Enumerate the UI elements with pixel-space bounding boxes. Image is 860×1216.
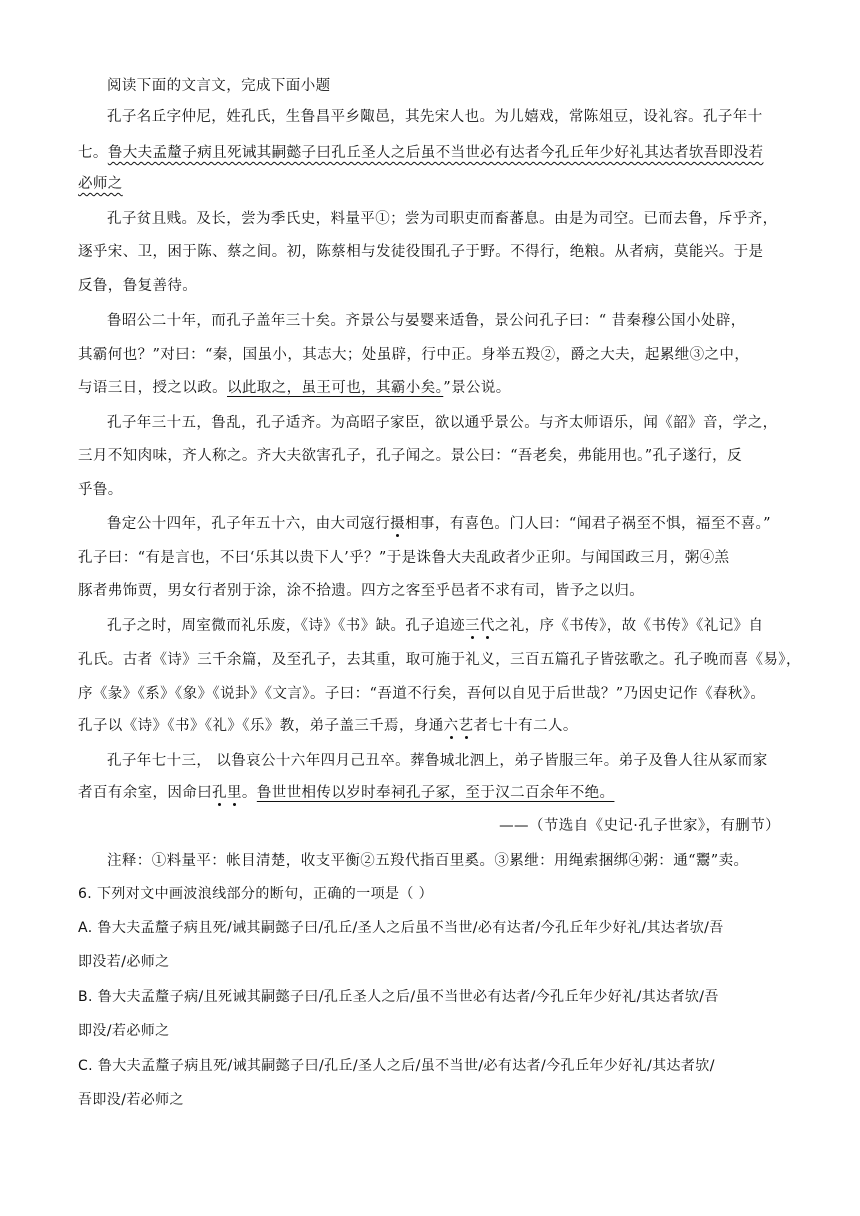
option-text: 即没/若必师之 bbox=[78, 1023, 170, 1039]
text-line: 孔氏。古者《诗》三千余篇，及至孔子，去其重，取可施于礼义，三百五篇孔子皆弦歌之。孔子晚而喜《易》， bbox=[78, 652, 801, 668]
text-span: 鲁定公十四年，孔子年五十六，由大司寇行 bbox=[107, 516, 391, 532]
option-text: 吾即没/若必师之 bbox=[78, 1092, 184, 1108]
text-line: 乎鲁。 bbox=[78, 482, 123, 498]
text-span: 孔子之时，周室微而礼乐废，《诗》《书》缺。孔子追迹 bbox=[107, 618, 465, 634]
option-text: A. 鲁大夫孟釐子病且死/诫其嗣懿子曰/孔丘/圣人之后虽不当世/必有达者/今孔丘年少好礼/其达者欤/吾 bbox=[78, 920, 724, 936]
source-citation: ——（节选自《史记·孔子世家》，有删节） bbox=[499, 818, 780, 834]
text-span: 相事，有喜色。门人曰：“闻君子祸至不惧，福至不喜。” bbox=[405, 516, 771, 532]
text-span: 。 bbox=[241, 785, 257, 801]
text-line: 逐乎宋、卫，困于陈、蔡之间。初，陈蔡相与发徒役围孔子于野。不得行，绝粮。从者病，莫能兴。于是 bbox=[78, 244, 764, 260]
text-line bbox=[78, 143, 763, 163]
text-span: 之礼，序《书传》，故《书传》《礼记》自 bbox=[494, 618, 764, 634]
emphasis-dot-char: 孔 bbox=[212, 785, 228, 801]
emphasis-dot-char: 里 bbox=[227, 785, 242, 801]
text-span: ”景公说。 bbox=[443, 380, 511, 396]
option-text: C. 鲁大夫孟釐子病且死/诫其嗣懿子曰/孔丘/圣人之后/虽不当世/必有达者/今孔丘年少好礼/其达者欤/ bbox=[78, 1058, 715, 1074]
emphasis-dot-char: 三 bbox=[465, 618, 480, 634]
wavy-underlined-text: 必师之 bbox=[78, 176, 123, 192]
text-line: 鲁昭公二十年，而孔子盖年三十矣。齐景公与晏婴来适鲁，景公问孔子曰：“ 昔秦穆公国小处辟， bbox=[107, 313, 746, 329]
underlined-text: 鲁世世相传以岁时奉祠孔子冢，至于汉二百余年不绝。 bbox=[256, 785, 615, 801]
text-span: 者百有余室，因命曰 bbox=[78, 785, 213, 801]
text-span: 孔子以《诗》《书》《礼》《乐》教，弟子盖三千焉，身通 bbox=[78, 718, 444, 734]
underlined-text: 以此取之，虽王可也，其霸小矣。 bbox=[227, 380, 444, 396]
text-line: 孔子曰：“有是言也，不曰‘乐其以贵下人’乎？”于是诛鲁大夫乱政者少正卯。与闻国政三月，粥④羔 bbox=[78, 550, 730, 566]
option-text: B. 鲁大夫孟釐子病/且死诫其嗣懿子曰/孔丘圣人之后/虽不当世必有达者/今孔丘年少好礼/其达者欤/吾 bbox=[78, 989, 719, 1005]
text-line: 孔子年七十三， 以鲁哀公十六年四月己丑卒。葬鲁城北泗上，弟子皆服三年。弟子及鲁人往从冢而家 bbox=[107, 753, 768, 769]
wavy-underlined-text: 鲁大夫孟釐子病且死诫其嗣懿子曰孔丘圣人之后虽不当世必有达者今孔丘年少好礼其达者欤吾即没若 bbox=[107, 145, 764, 161]
text-span: 七。 bbox=[78, 145, 108, 161]
text-line bbox=[78, 716, 578, 736]
text-line: 孔子贫且贱。及长，尝为季氏史，料量平①；尝为司职吏而畜蕃息。由是为司空。已而去鲁，斥乎齐， bbox=[107, 211, 778, 227]
emphasis-dot-char: 代 bbox=[479, 618, 495, 634]
footnotes: 注释：①料量平：帐目清楚，收支平衡②五羖代指百里奚。③累绁：用绳索捆绑④粥：通“鬻”卖。 bbox=[107, 853, 749, 869]
text-line: 三月不知肉味，齐人称之。齐大夫欲害孔子，孔子闻之。景公曰：“吾老矣，弗能用也。”孔子遂行，反 bbox=[78, 448, 742, 464]
option-text: 即没若/必师之 bbox=[78, 954, 170, 970]
emphasis-dot-char: 艺 bbox=[458, 718, 474, 734]
emphasis-dot-char: 六 bbox=[443, 718, 459, 734]
intro-instruction: 阅读下面的文言文，完成下面小题 bbox=[107, 78, 331, 94]
text-line: 反鲁，鲁复善待。 bbox=[78, 278, 198, 294]
emphasis-dot-char: 摄 bbox=[390, 516, 406, 532]
text-line: 序《彖》《系》《象》《说卦》《文言》。子曰：“吾道不行矣，吾何以自见于后世哉？”乃因史记作《春秋》。 bbox=[78, 686, 766, 702]
text-span: 与语三日，授之以政。 bbox=[78, 380, 227, 396]
text-line: 其霸何也？”对曰：“秦，国虽小，其志大；处虽辟，行中正。身举五羖②，爵之大夫，起累绁③之中， bbox=[78, 347, 750, 363]
question-stem: 6. 下列对文中画波浪线部分的断句，正确的一项是（ ） bbox=[78, 886, 434, 902]
text-line bbox=[78, 783, 614, 803]
text-span: 者七十有二人。 bbox=[473, 718, 578, 734]
text-line bbox=[78, 174, 123, 194]
text-line: 豚者弗饰贾，男女行者别于涂，涂不拾遗。四方之客至乎邑者不求有司，皆予之以归。 bbox=[78, 583, 645, 599]
text-line: 孔子名丘字仲尼，姓孔氏，生鲁昌平乡陬邑，其先宋人也。为儿嬉戏，常陈俎豆，设礼容。孔子年十 bbox=[107, 109, 763, 125]
text-line bbox=[78, 378, 511, 398]
text-line bbox=[107, 616, 763, 636]
text-line: 孔子年三十五，鲁乱，孔子适齐。为高昭子家臣，欲以通乎景公。与齐太师语乐，闻《韶》音，学之， bbox=[107, 415, 778, 431]
text-line bbox=[107, 514, 771, 534]
